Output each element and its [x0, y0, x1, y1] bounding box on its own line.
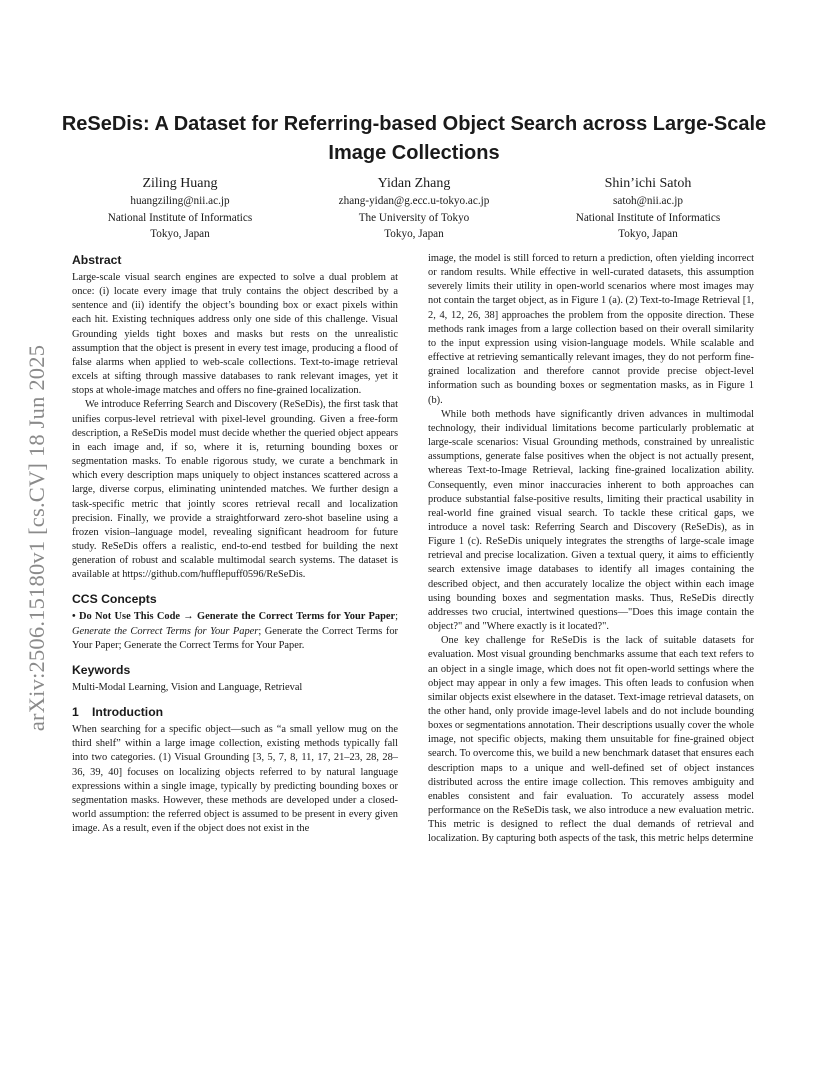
author-block: [60, 174, 768, 244]
author-3: [528, 174, 768, 243]
author-location: Tokyo, Japan: [384, 228, 444, 240]
author-affiliation: The University of Tokyo: [358, 211, 470, 224]
arxiv-identifier: arXiv:2506.15180v1 [cs.CV] 18 Jun 2025: [24, 344, 49, 731]
author-name: Ziling Huang: [142, 176, 218, 191]
ccs-heading: CCS Concepts: [72, 592, 157, 607]
author-location: Tokyo, Japan: [618, 228, 678, 240]
author-name: Shin’ichi Satoh: [604, 176, 692, 191]
paper-title: ReSeDis: A Dataset for Referring-based Object Search across Large-Scale Image Collections: [61, 113, 767, 164]
abstract-paragraph-1: Large-scale visual search engines are expected to solve a dual problem at once: (i) locate every image that truly contains the object described by a sentence and (ii) identify the object’s bounding box or exact pixels within each hit. Existing techniques address only one side of this challenge. Visual Grounding yields tight boxes and masks but rests on the unrealistic assumption that the object is present in every test image, producing a flood of false alarms when applied to web-scale collections. Text-to-image retrieval excels at sifting through massive databases to rank relevant images, yet it stops at whole-image matches and offers no fine-grained localization.: [72, 272, 398, 397]
author-location: Tokyo, Japan: [150, 228, 210, 240]
right-column: [428, 252, 754, 847]
author-email: huangziling@nii.ac.jp: [130, 195, 230, 207]
intro-paragraph-1: When searching for a specific object—such as “a small yellow mug on the third shelf” within a large image collection, existing methods typically fall into two categories. (1) Visual Grounding [3, 5, 7, 8, 11, 17, 21–23, 28, 28–36, 39, 40] focuses on localizing objects referred to by natural language expressions within a single image, typically by predicting bounding boxes or segmentation masks. However, these methods are developed under a closed-world assumption: the referred object is assumed to be present in every given image. As a result, even if the object does not exist in the: [72, 724, 398, 835]
author-2: [294, 174, 534, 243]
author-affiliation: National Institute of Informatics: [107, 211, 253, 224]
abstract-paragraph-2: We introduce Referring Search and Discovery (ReSeDis), the first task that unifies corpus-level retrieval with pixel-level grounding. Given a free-form description, a ReSeDis model must decide whether the queried object appears in each image and, if so, where it is, returning bounding boxes or segmentation masks. To enable rigorous study, we curate a benchmark in which every description maps uniquely to object instances scattered across a large, diverse corpus, eliminating unintended matches. We further design a task-specific metric that jointly scores retrieval recall and localization precision. Finally, we provide a straightforward zero-shot baseline using a frozen vision–language model, revealing significant headroom for future study. ReSeDis offers a realistic, end-to-end testbed for building the next generation of robust and scalable multimodal search systems. The dataset is available at https://github.com/hufflepuff0596/ReSeDis.: [72, 399, 398, 581]
ccs-text: • Do Not Use This Code → Generate the Correct Terms for Your Paper; Generate the Correct Terms for Your Paper; Generate the Correct Terms for Your Paper; Generate the Correct Terms for Your Paper.: [72, 611, 398, 651]
ccs-bold-term: • Do Not Use This Code → Generate the Correct Terms for Your Paper: [72, 611, 396, 623]
author-1: [60, 174, 300, 243]
abstract-heading: Abstract: [72, 253, 122, 267]
introduction-heading: [72, 704, 398, 720]
keywords-heading: Keywords: [72, 662, 131, 677]
ccs-italic-term: Generate the Correct Terms for Your Paper: [72, 625, 259, 637]
intro-paragraph-3: One key challenge for ReSeDis is the lack of suitable datasets for evaluation. Most visual grounding benchmarks assume that each text refers to an object in a single image, which does not fit open-world settings where the object may appear in only a few images. This often leads to confusion when similar objects exist elsewhere in the dataset. Text-image retrieval datasets, on the other hand, only provide image-level labels and do not include bounding boxes or segmentations annotation. Their descriptions usually cover the whole image, not specific objects, making them unsuitable for fine-grained object search. To overcome this, we build a new benchmark dataset that ensures each description maps to a unique and well-defined set of object instances distributed across the entire image collection. This removes ambiguity and enables consistent and fair evaluation. To accurately assess model performance on the ReSeDis task, we also introduce a new evaluation metric. This metric is designed to reflect the dual demands of retrieval and localization. By capturing both aspects of the task, this metric helps determine: [428, 635, 754, 845]
author-email: satoh@nii.ac.jp: [613, 195, 683, 207]
intro-paragraph-1-cont: image, the model is still forced to return a prediction, often yielding incorrect or random results. While effective in well-curated datasets, this assumption severely limits their utility in open-world scenarios where most images may not contain the target object, as in Figure 1 (a). (2) Text-to-Image Retrieval [1, 2, 4, 12, 26, 38] approaches the problem from the opposite direction. These methods rank images from a large collection based on their overall similarity to the input expression using vision-language models. While scalable and effective at retrieving semantically relevant images, they do not perform fine-grained localization and therefore cannot provide precise object-level information such as bounding boxes or segmentation masks, as in Figure 1 (b).: [428, 253, 754, 406]
intro-paragraph-2: While both methods have significantly driven advances in multimodal technology, their individual limitations become particularly problematic at large-scale scenarios: Visual Grounding methods, constrained by unrealistic assumptions, generate false positives when the object is not actually present, whereas Text-to-Image Retrieval, lacking fine-grained localization ability. Consequently, even minor inaccuracies inherent to both approaches can produce substantial false-positive results, limiting their practical usability in real-world fine grained visual search. To tackle these critical gaps, we introduce a novel task: Referring Search and Discovery (ReSeDis), as in Figure 1 (c). ReSeDis uniquely integrates the strengths of large-scale image retrieval and precise localization. Given a textual query, it aims to efficiently search extensive image databases to identify all images containing the described object, and then accurately localize the object within each image using bounding boxes and segmentation masks. Thus, ReSeDis directly addresses two crucial, intertwined questions—"Does this image contain the object?" and "Where exactly is it located?".: [428, 408, 754, 633]
section-number: 1: [72, 705, 79, 720]
keywords-text: Multi-Modal Learning, Vision and Language, Retrieval: [72, 681, 303, 693]
ccs-rest: ; Generate the Correct Terms for Your Paper; Generate the Correct Terms for Your Paper.: [72, 625, 398, 651]
author-affiliation: National Institute of Informatics: [575, 211, 721, 224]
section-title: Introduction: [92, 705, 164, 720]
author-name: Yidan Zhang: [377, 176, 451, 191]
left-column: [72, 252, 398, 836]
author-email: zhang-yidan@g.ecc.u-tokyo.ac.jp: [338, 195, 490, 207]
